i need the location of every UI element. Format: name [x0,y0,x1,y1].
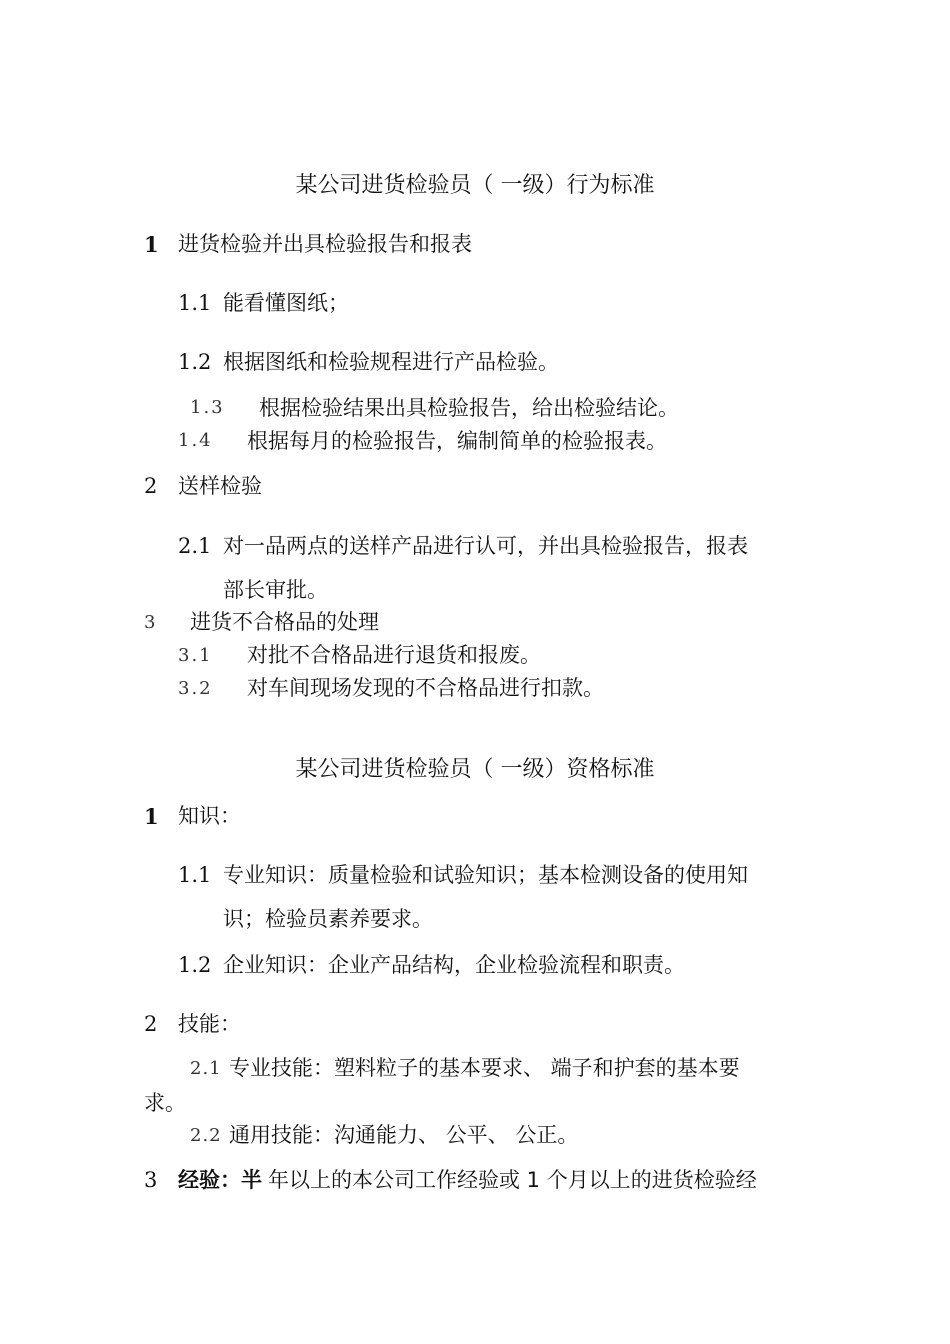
item-3-2-text: 对车间现场发现的不合格品进行扣款。 [247,676,604,700]
qual-3-text: 年以上的本公司工作经验或 1 个月以上的进货检验经 [268,1168,757,1192]
section-3-number: 3 [144,612,158,633]
section-1-heading: 进货检验并出具检验报告和报表 [178,232,472,256]
item-2-1-number: 2.1 [178,534,212,558]
qual-2-number: 2 [144,1012,158,1036]
qual-1-1-continuation: 识；检验员素养要求。 [223,907,433,931]
qual-2-2-number: 2.2 [190,1125,222,1146]
qual-1-number: 1 [144,804,159,829]
section-2-number: 2 [144,474,158,498]
qual-1-heading: 知识： [178,804,241,828]
qual-2-2-text: 通用技能：沟通能力、 公平、 公正。 [229,1123,579,1147]
item-1-1-number: 1.1 [178,291,212,315]
item-2-1-continuation: 部长审批。 [223,578,328,602]
qual-1-1-text: 专业知识：质量检验和试验知识；基本检测设备的使用知 [223,863,748,887]
item-2-1-text: 对一品两点的送样产品进行认可，并出具检验报告，报表 [223,534,748,558]
item-1-4-text: 根据每月的检验报告，编制简单的检验报表。 [247,429,667,453]
item-3-2-number: 3.2 [178,678,213,699]
item-1-1-text: 能看懂图纸； [223,291,349,315]
item-1-3-number: 1.3 [190,397,225,418]
section-2-heading: 送样检验 [178,474,262,498]
item-1-2-number: 1.2 [178,350,212,374]
behavior-standard-title: 某公司进货检验员（ 一级）行为标准 [295,173,655,198]
item-1-4-number: 1.4 [178,430,213,451]
item-3-1-number: 3.1 [178,645,213,666]
qual-1-1-number: 1.1 [178,863,212,887]
section-1-number: 1 [144,232,159,257]
qual-2-heading: 技能： [178,1012,241,1036]
qual-2-1-continuation: 求。 [144,1091,186,1115]
item-1-3-text: 根据检验结果出具检验报告，给出检验结论。 [259,396,679,420]
qualification-standard-title: 某公司进货检验员（ 一级）资格标准 [295,757,655,782]
item-3-1-text: 对批不合格品进行退货和报废。 [247,643,541,667]
qual-1-2-text: 企业知识：企业产品结构，企业检验流程和职责。 [223,953,685,977]
item-1-2-text: 根据图纸和检验规程进行产品检验。 [223,350,559,374]
qual-3-number: 3 [144,1168,158,1192]
qual-3-label: 经验：半 [178,1168,262,1192]
qual-1-2-number: 1.2 [178,953,212,977]
qual-2-1-number: 2.1 [190,1058,222,1079]
qual-2-1-text: 专业技能：塑料粒子的基本要求、 端子和护套的基本要 [229,1056,740,1080]
section-3-heading: 进货不合格品的处理 [190,610,379,634]
